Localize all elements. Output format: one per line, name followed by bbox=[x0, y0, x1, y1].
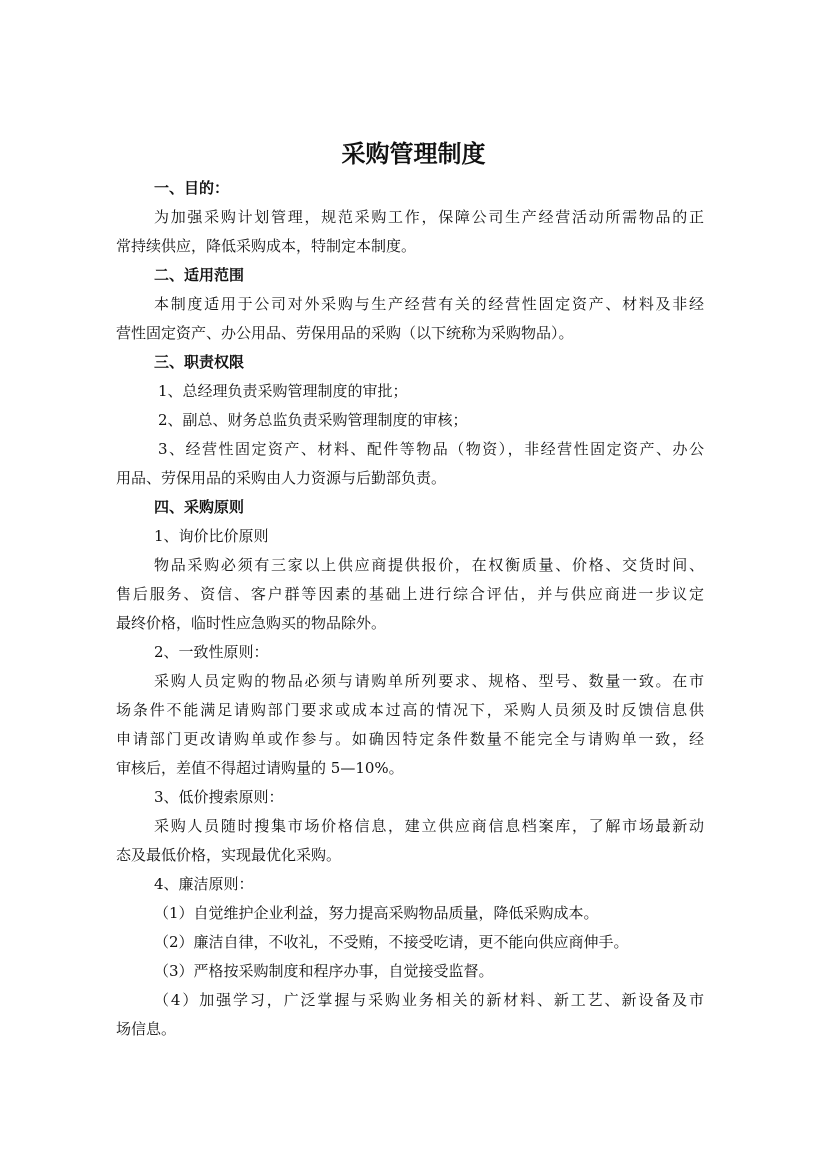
numbered-item: （4）加强学习，广泛掌握与采购业务相关的新材料、新工艺、新设备及市 bbox=[154, 991, 704, 1009]
paragraph-line: 最终价格，临时性应急购买的物品除外。 bbox=[116, 614, 387, 632]
numbered-item: （1）自觉维护企业利益，努力提高采购物品质量，降低采购成本。 bbox=[154, 904, 599, 922]
section-heading: 一、目的： bbox=[154, 179, 230, 197]
paragraph-line: 售后服务、资信、客户群等因素的基础上进行综合评估，并与供应商进一步议定 bbox=[116, 585, 704, 603]
paragraph-line: 场信息。 bbox=[116, 1020, 177, 1038]
paragraph-line: 审核后，差值不得超过请购量的 5—10%。 bbox=[116, 759, 404, 777]
paragraph-line: 1、询价比价原则 bbox=[154, 527, 269, 545]
section-heading: 四、采购原则 bbox=[154, 498, 245, 516]
document-body bbox=[116, 174, 704, 1044]
list-item: 1、总经理负责采购管理制度的审批； bbox=[158, 382, 408, 400]
paragraph-line: 常持续供应，降低采购成本，特制定本制度。 bbox=[116, 237, 417, 255]
paragraph-line: 2、一致性原则： bbox=[154, 643, 269, 661]
list-item: 2、副总、财务总监负责采购管理制度的审核； bbox=[158, 411, 468, 429]
list-item: 3、经营性固定资产、材料、配件等物品（物资），非经营性固定资产、办公 bbox=[158, 440, 704, 458]
document-title: 采购管理制度 bbox=[341, 140, 486, 168]
numbered-item: （2）廉洁自律，不收礼，不受贿，不接受吃请，更不能向供应商伸手。 bbox=[154, 933, 629, 951]
paragraph-line: 3、低价搜索原则： bbox=[154, 788, 284, 806]
paragraph-line: 为加强采购计划管理，规范采购工作，保障公司生产经营活动所需物品的正 bbox=[154, 208, 704, 226]
section-heading: 三、职责权限 bbox=[154, 353, 245, 371]
paragraph-line: 4、廉洁原则： bbox=[154, 875, 254, 893]
paragraph-line: 采购人员定购的物品必须与请购单所列要求、规格、型号、数量一致。在市 bbox=[154, 672, 704, 690]
paragraph-line: 本制度适用于公司对外采购与生产经营有关的经营性固定资产、材料及非经 bbox=[154, 295, 704, 313]
paragraph-line: 态及最低价格，实现最优化采购。 bbox=[116, 846, 342, 864]
section-heading: 二、适用范围 bbox=[154, 266, 245, 284]
paragraph-line: 营性固定资产、办公用品、劳保用品的采购（以下统称为采购物品）。 bbox=[116, 324, 574, 342]
paragraph-line: 申请部门更改请购单或作参与。如确因特定条件数量不能完全与请购单一致，经 bbox=[116, 730, 704, 748]
paragraph-line: 场条件不能满足请购部门要求或成本过高的情况下，采购人员须及时反馈信息供 bbox=[116, 701, 704, 719]
paragraph-line: 物品采购必须有三家以上供应商提供报价，在权衡质量、价格、交货时间、 bbox=[154, 556, 704, 574]
paragraph-line: 采购人员随时搜集市场价格信息，建立供应商信息档案库，了解市场最新动 bbox=[154, 817, 704, 835]
paragraph-line: 用品、劳保用品的采购由人力资源与后勤部负责。 bbox=[116, 469, 447, 487]
numbered-item: （3）严格按采购制度和程序办事，自觉接受监督。 bbox=[154, 962, 494, 980]
